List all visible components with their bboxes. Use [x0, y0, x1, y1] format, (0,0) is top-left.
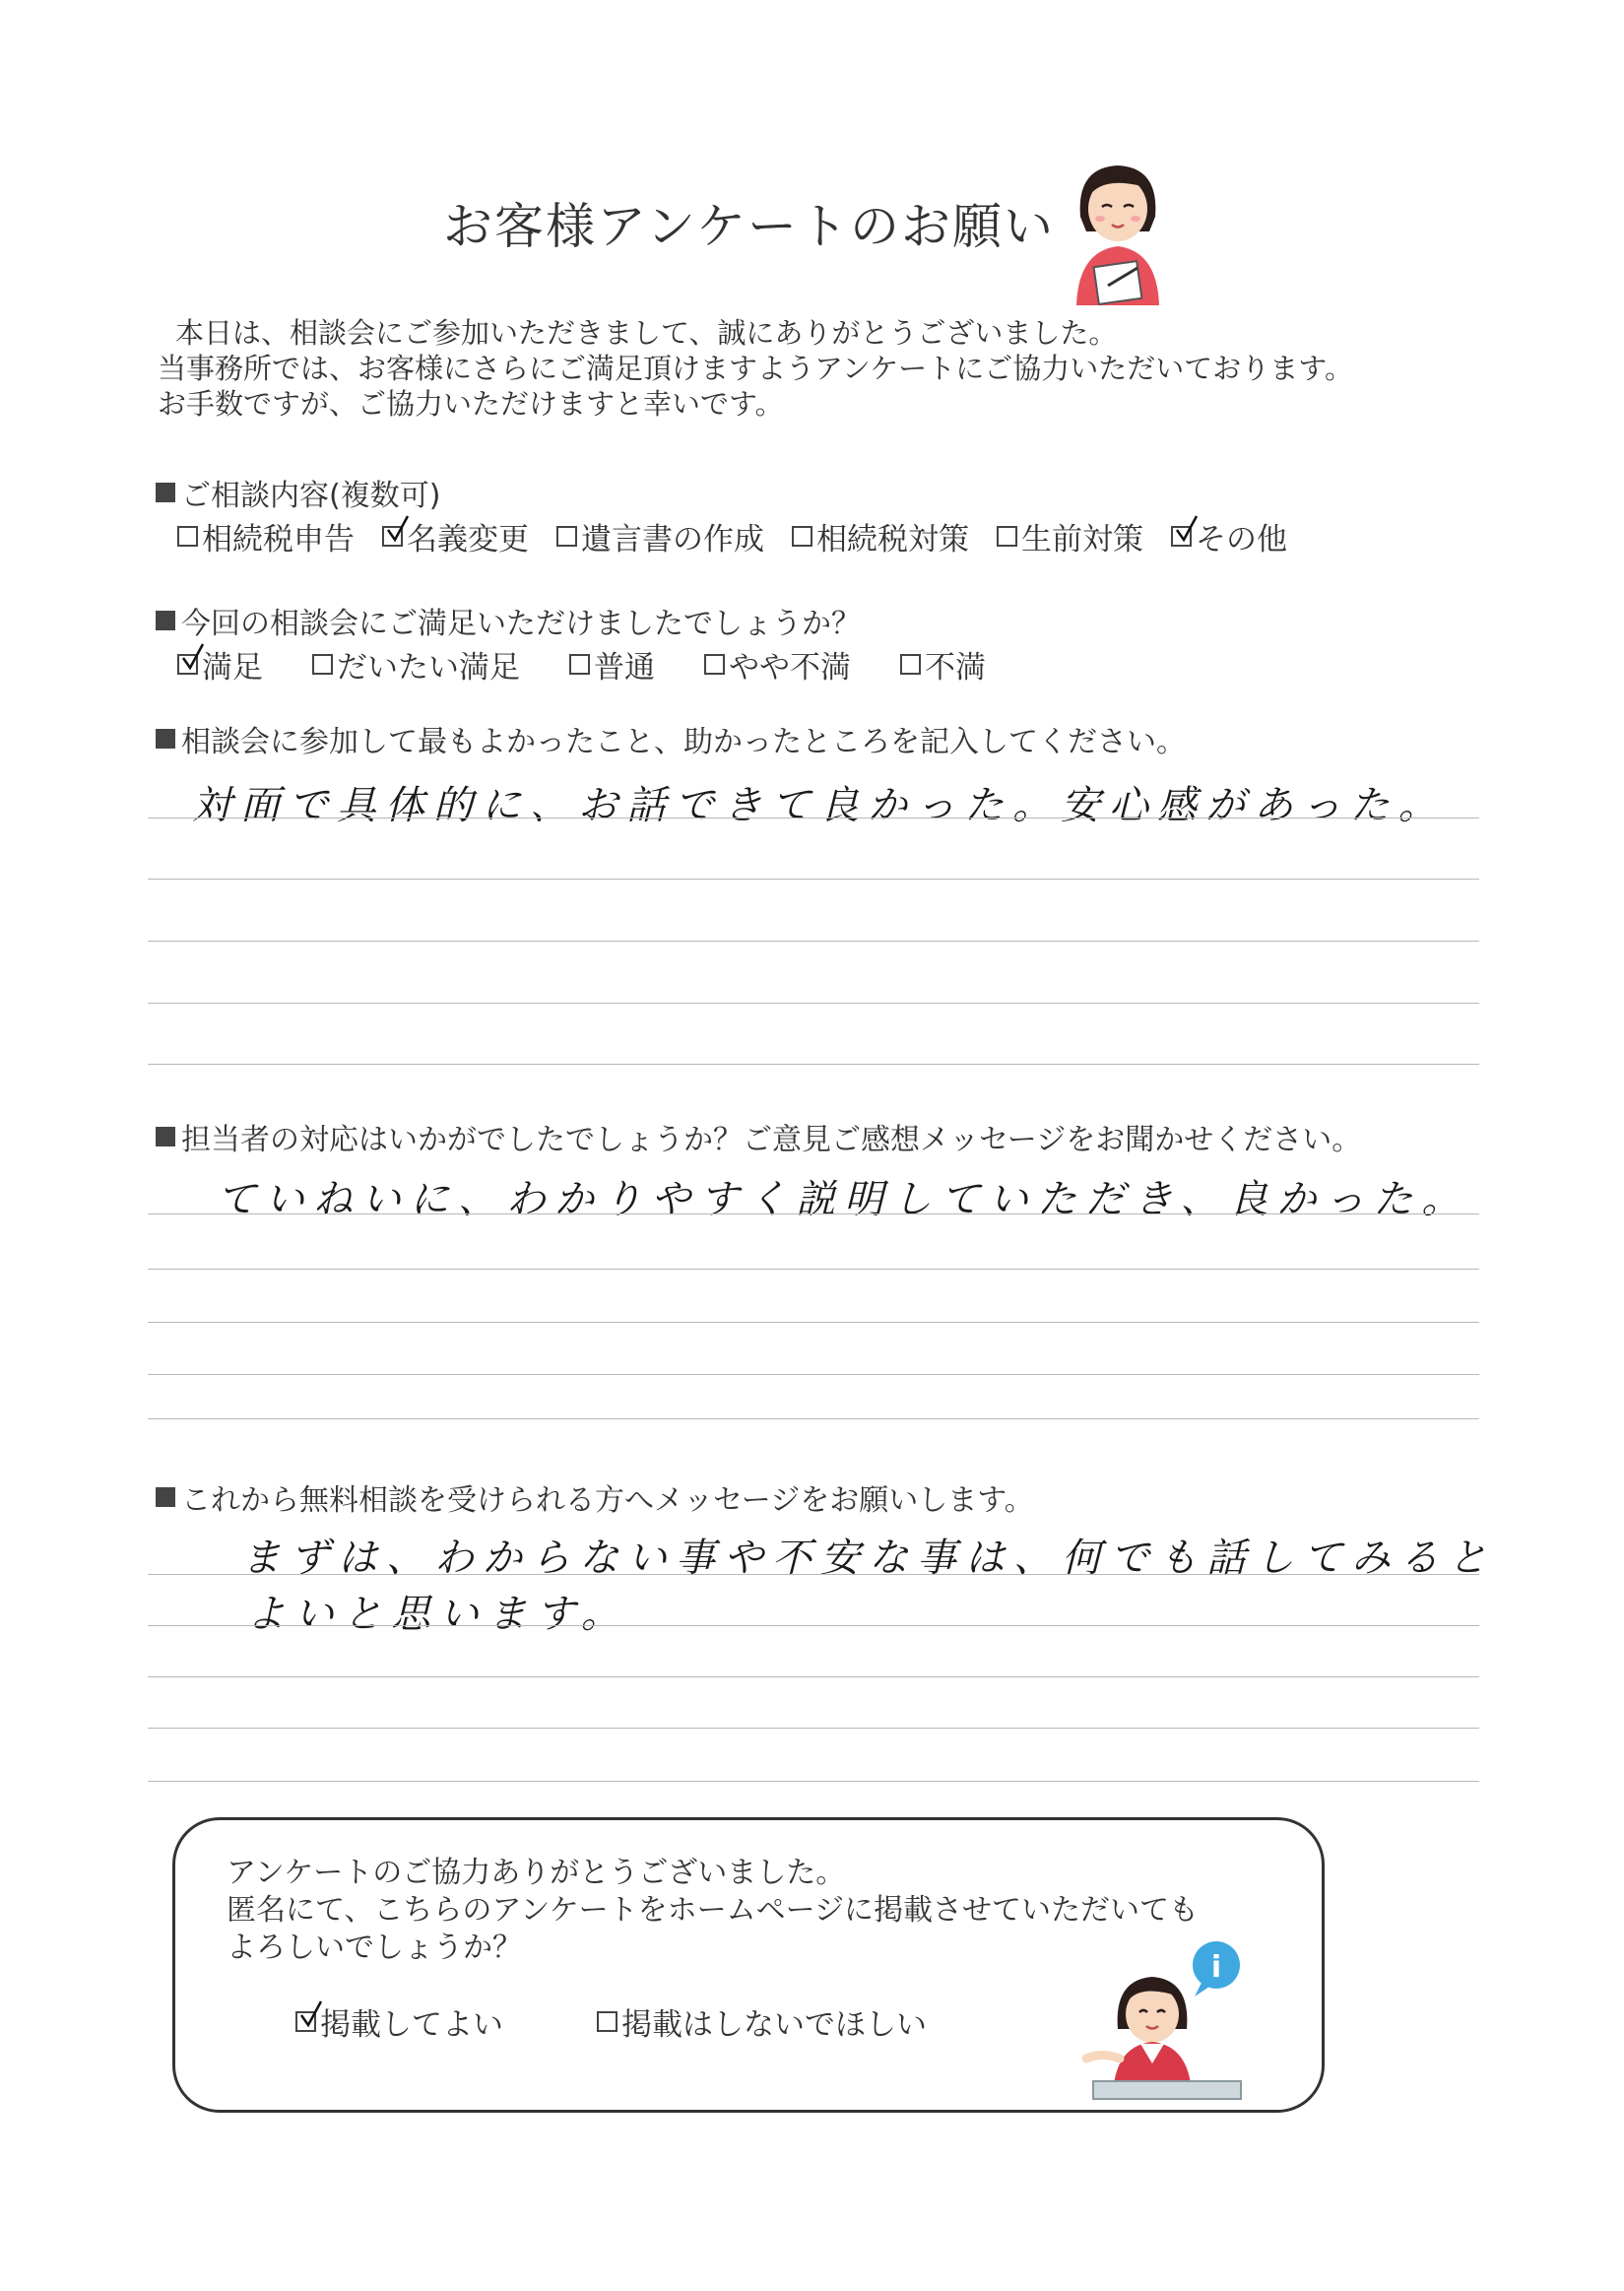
svg-text:i: i: [1210, 1950, 1222, 1985]
checkbox[interactable]: [997, 526, 1017, 547]
question-label: 相談会に参加して最もよかったこと、助かったところを記入してください。: [181, 725, 1186, 759]
question-label: これから無料相談を受けられる方へメッセージをお願いします。: [181, 1483, 1034, 1518]
answer-rule: [148, 1064, 1479, 1065]
option-do-not-publish[interactable]: 掲載はしないでほしい: [597, 1999, 927, 2044]
answer-rule: [148, 1418, 1479, 1419]
consent-options: [295, 1999, 927, 2044]
checkbox[interactable]: [900, 654, 921, 675]
answer-rule: [148, 1374, 1479, 1375]
page-title: お客様アンケートのお願い: [443, 198, 1055, 255]
option-dissatisfied[interactable]: 不満: [900, 642, 986, 687]
checkbox-checked[interactable]: [382, 526, 403, 547]
woman-info-desk-illustration: [1078, 1935, 1256, 2103]
answer-rule: [148, 1625, 1479, 1626]
thanks-line: アンケートのご協力ありがとうございました。: [227, 1856, 846, 1890]
woman-clipboard-illustration: [1059, 158, 1177, 305]
intro-line-3: お手数ですが、ご協力いただけますと幸いです。: [158, 387, 784, 421]
question-satisfaction: [156, 599, 861, 642]
answer-rule: [148, 1269, 1479, 1270]
bullet-square-icon: [156, 1487, 175, 1507]
checkbox[interactable]: [177, 526, 198, 547]
satisfaction-options: [177, 642, 986, 687]
question-label: 今回の相談会にご満足いただけましたでしょうか？: [181, 607, 861, 641]
option-will-preparation[interactable]: 遺言書の作成: [556, 514, 764, 558]
check-mark-icon: [299, 1999, 325, 2029]
intro-line-2: 当事務所では、お客様にさらにご満足頂けますようアンケートにご協力いただいております。: [158, 352, 1353, 385]
question-message-to-others: [156, 1475, 1034, 1519]
checkbox[interactable]: [597, 2011, 617, 2032]
checkbox-checked[interactable]: [295, 2011, 316, 2032]
option-pre-death-planning[interactable]: 生前対策: [997, 514, 1143, 558]
option-inheritance-tax-planning[interactable]: 相続税対策: [792, 514, 969, 558]
option-other[interactable]: その他: [1171, 514, 1287, 558]
question-label: 担当者の対応はいかがでしたでしょうか？ご意見ご感想メッセージをお聞かせください。: [181, 1123, 1362, 1157]
option-neutral[interactable]: 普通: [569, 642, 655, 687]
check-mark-icon: [1175, 514, 1201, 544]
option-mostly-satisfied[interactable]: だいたい満足: [312, 642, 520, 687]
question-best-part: [156, 717, 1186, 760]
answer-rule: [148, 1781, 1479, 1782]
consent-question-line-1: 匿名にて、こちらのアンケートをホームページに掲載させていただいても: [227, 1893, 1199, 1928]
checkbox[interactable]: [704, 654, 725, 675]
check-mark-icon: [181, 642, 207, 672]
handwritten-answer-line-1: まずは、わからない事や不安な事は、何でも話してみると: [241, 1536, 1496, 1581]
consent-question-line-2: よろしいでしょうか？: [227, 1931, 522, 1965]
option-satisfied[interactable]: 満足: [177, 642, 263, 687]
checkbox[interactable]: [312, 654, 333, 675]
bullet-square-icon: [156, 483, 175, 502]
answer-rule: [148, 879, 1479, 880]
checkbox-checked[interactable]: [177, 654, 198, 675]
checkbox-checked[interactable]: [1171, 526, 1192, 547]
question-label: ご相談内容(複数可): [181, 479, 441, 513]
intro-line-1: 本日は、相談会にご参加いただきまして、誠にありがとうございました。: [175, 316, 1118, 350]
answer-rule: [148, 1676, 1479, 1677]
answer-rule: [148, 1322, 1479, 1323]
handwritten-answer-line-2: よいと思います。: [246, 1592, 629, 1637]
option-name-change[interactable]: 名義変更: [382, 514, 529, 558]
bullet-square-icon: [156, 1127, 175, 1146]
answer-rule: [148, 1003, 1479, 1004]
answer-rule: [148, 1574, 1479, 1575]
checkbox[interactable]: [569, 654, 590, 675]
bullet-square-icon: [156, 611, 175, 630]
question-consultation-content: [156, 471, 440, 514]
handwritten-answer-staff-response: ていねいに、わかりやすく説明していただき、良かった。: [217, 1177, 1470, 1222]
check-mark-icon: [386, 514, 412, 544]
question-staff-response: [156, 1115, 1361, 1158]
handwritten-answer-best-part: 対面で具体的に、お話できて良かった。安心感があった。: [192, 783, 1447, 828]
answer-rule: [148, 1213, 1479, 1214]
checkbox[interactable]: [792, 526, 812, 547]
option-inheritance-tax-filing[interactable]: 相続税申告: [177, 514, 355, 558]
answer-rule: [148, 1728, 1479, 1729]
consultation-options: [177, 514, 1287, 558]
option-ok-to-publish[interactable]: 掲載してよい: [295, 1999, 503, 2044]
option-somewhat-dissatisfied[interactable]: やや不満: [704, 642, 851, 687]
bullet-square-icon: [156, 729, 175, 749]
answer-rule: [148, 941, 1479, 942]
checkbox[interactable]: [556, 526, 577, 547]
